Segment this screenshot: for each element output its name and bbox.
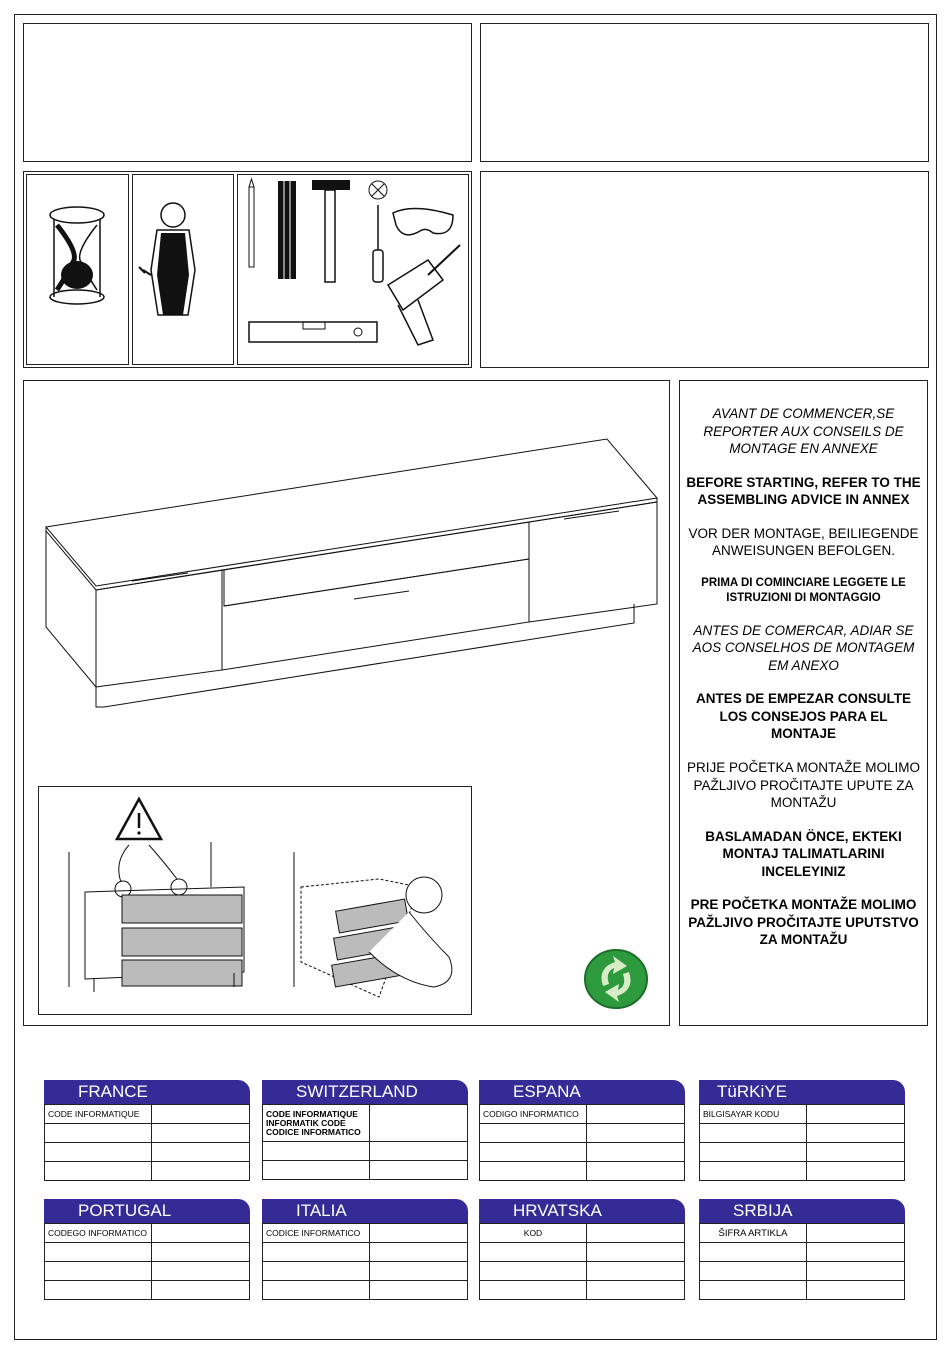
code-cell[interactable]	[700, 1162, 807, 1181]
code-cell[interactable]	[263, 1243, 370, 1262]
country-name: HRVATSKA	[479, 1199, 685, 1223]
code-cell[interactable]	[370, 1142, 468, 1161]
note-fr: AVANT DE COMMENCER,SE REPORTER AUX CONSEILS DE MONTAGE EN ANNEXE	[703, 406, 904, 457]
code-cell[interactable]	[807, 1243, 905, 1262]
code-cell[interactable]	[152, 1243, 250, 1262]
code-cell[interactable]	[370, 1224, 468, 1243]
note-de: VOR DER MONTAGE, BEILIEGENDE ANWEISUNGEN BEFOLGEN.	[688, 525, 919, 559]
code-cell[interactable]	[263, 1281, 370, 1300]
safety-glasses-icon	[393, 208, 453, 234]
code-cell[interactable]	[700, 1262, 807, 1281]
code-label: CODE INFORMATIQUE	[45, 1105, 152, 1124]
code-cell[interactable]	[370, 1281, 468, 1300]
tools-illustration	[238, 175, 468, 364]
code-cell[interactable]	[152, 1143, 250, 1162]
code-cell[interactable]	[587, 1162, 685, 1181]
person-box	[132, 174, 234, 365]
code-cell[interactable]	[152, 1124, 250, 1143]
code-cell[interactable]	[45, 1143, 152, 1162]
code-cell[interactable]	[807, 1124, 905, 1143]
code-label: CODE INFORMATIQUE INFORMATIK CODE CODICE INFORMATICO	[263, 1105, 370, 1142]
right-mid-box	[480, 171, 929, 368]
code-cell[interactable]	[480, 1143, 587, 1162]
country-name: SWITZERLAND	[262, 1080, 468, 1104]
code-cell[interactable]	[152, 1262, 250, 1281]
code-cell[interactable]	[807, 1262, 905, 1281]
code-cell[interactable]	[700, 1143, 807, 1162]
one-person-icon	[133, 175, 233, 364]
code-cell[interactable]	[370, 1105, 468, 1142]
code-cell[interactable]	[587, 1105, 685, 1124]
power-drill-icon	[388, 245, 460, 345]
allen-keys-icon	[278, 181, 296, 279]
code-cell[interactable]	[700, 1281, 807, 1300]
code-cell[interactable]	[807, 1281, 905, 1300]
code-cell[interactable]	[480, 1162, 587, 1181]
assembly-notes-panel	[679, 380, 928, 1026]
code-cell[interactable]	[263, 1262, 370, 1281]
code-cell[interactable]	[45, 1162, 152, 1181]
code-cell[interactable]	[370, 1243, 468, 1262]
country-table-srbija	[699, 1199, 905, 1302]
warning-illustration	[38, 786, 472, 1015]
note-it: PRIMA DI COMINCIARE LEGGETE LE ISTRUZIONI DI MONTAGGIO	[701, 576, 906, 604]
time-box	[26, 174, 129, 365]
hammer-icon	[312, 180, 350, 282]
note-en: BEFORE STARTING, REFER TO THE ASSEMBLING ADVICE IN ANNEX	[686, 474, 921, 508]
code-cell[interactable]	[587, 1281, 685, 1300]
note-hr: PRIJE POČETKA MONTAŽE MOLIMO PAŽLJIVO PROČITAJTE UPUTE ZA MONTAŽU	[686, 759, 921, 811]
code-cell[interactable]	[480, 1281, 587, 1300]
pencil-icon	[249, 179, 254, 267]
code-cell[interactable]	[587, 1243, 685, 1262]
code-cell[interactable]	[807, 1224, 905, 1243]
code-label: ŠIFRA ARTIKLA	[700, 1224, 807, 1243]
green-dot-recycle-icon	[583, 948, 649, 1010]
forbidden-icon	[369, 181, 387, 199]
code-cell[interactable]	[700, 1124, 807, 1143]
note-pt: ANTES DE COMERCAR, ADIAR SE AOS CONSELHOS DE MONTAGEM EM ANEXO	[692, 622, 915, 673]
country-table-turkiye	[699, 1080, 905, 1183]
code-cell[interactable]	[152, 1281, 250, 1300]
spirit-level-icon	[249, 322, 377, 342]
code-cell[interactable]	[807, 1105, 905, 1124]
country-table-switzerland	[262, 1080, 468, 1183]
code-cell[interactable]	[587, 1224, 685, 1243]
country-name: SRBIJA	[699, 1199, 905, 1223]
hourglass-table-icon	[27, 175, 128, 364]
code-cell[interactable]	[480, 1124, 587, 1143]
tip-over-warning-drawing	[39, 787, 471, 1014]
code-cell[interactable]	[263, 1142, 370, 1161]
country-table-espana	[479, 1080, 685, 1183]
code-label: CODICE INFORMATICO	[263, 1224, 370, 1243]
code-cell[interactable]	[370, 1262, 468, 1281]
code-cell[interactable]	[152, 1105, 250, 1124]
top-left-box	[23, 23, 472, 162]
code-cell[interactable]	[45, 1124, 152, 1143]
tools-box	[237, 174, 469, 365]
code-cell[interactable]	[152, 1224, 250, 1243]
code-cell[interactable]	[587, 1262, 685, 1281]
code-cell[interactable]	[587, 1143, 685, 1162]
country-name: TüRKiYE	[699, 1080, 905, 1104]
country-name: ITALIA	[262, 1199, 468, 1223]
code-cell[interactable]	[45, 1243, 152, 1262]
code-cell[interactable]	[480, 1243, 587, 1262]
code-label: BILGISAYAR KODU	[700, 1105, 807, 1124]
note-tr: BASLAMADAN ÖNCE, EKTEKI MONTAJ TALIMATLARINI INCELEYINIZ	[705, 828, 902, 879]
code-cell[interactable]	[700, 1243, 807, 1262]
code-label: CODIGO INFORMATICO	[480, 1105, 587, 1124]
code-cell[interactable]	[263, 1161, 370, 1180]
country-table-france	[44, 1080, 250, 1183]
country-name: ESPANA	[479, 1080, 685, 1104]
code-cell[interactable]	[587, 1124, 685, 1143]
code-cell[interactable]	[807, 1162, 905, 1181]
code-cell[interactable]	[152, 1162, 250, 1181]
country-table-portugal	[44, 1199, 250, 1302]
note-es: ANTES DE EMPEZAR CONSULTE LOS CONSEJOS PARA EL MONTAJE	[695, 691, 911, 742]
code-cell[interactable]	[807, 1143, 905, 1162]
note-sr: PRE POČETKA MONTAŽE MOLIMO PAŽLJIVO PROČITAJTE UPUTSTVO ZA MONTAŽU	[688, 897, 919, 948]
top-right-box	[480, 23, 929, 162]
country-name: FRANCE	[44, 1080, 250, 1104]
code-cell[interactable]	[480, 1262, 587, 1281]
screwdriver-icon	[373, 205, 383, 282]
country-name: PORTUGAL	[44, 1199, 250, 1223]
code-cell[interactable]	[370, 1161, 468, 1180]
country-table-italia	[262, 1199, 468, 1302]
code-cell[interactable]	[45, 1262, 152, 1281]
country-table-hrvatska	[479, 1199, 685, 1302]
warning-triangle-icon	[117, 799, 161, 839]
code-cell[interactable]	[45, 1281, 152, 1300]
code-label: CODEGO INFORMATICO	[45, 1224, 152, 1243]
tv-unit-drawing	[24, 381, 669, 781]
code-label: KOD	[480, 1224, 587, 1243]
